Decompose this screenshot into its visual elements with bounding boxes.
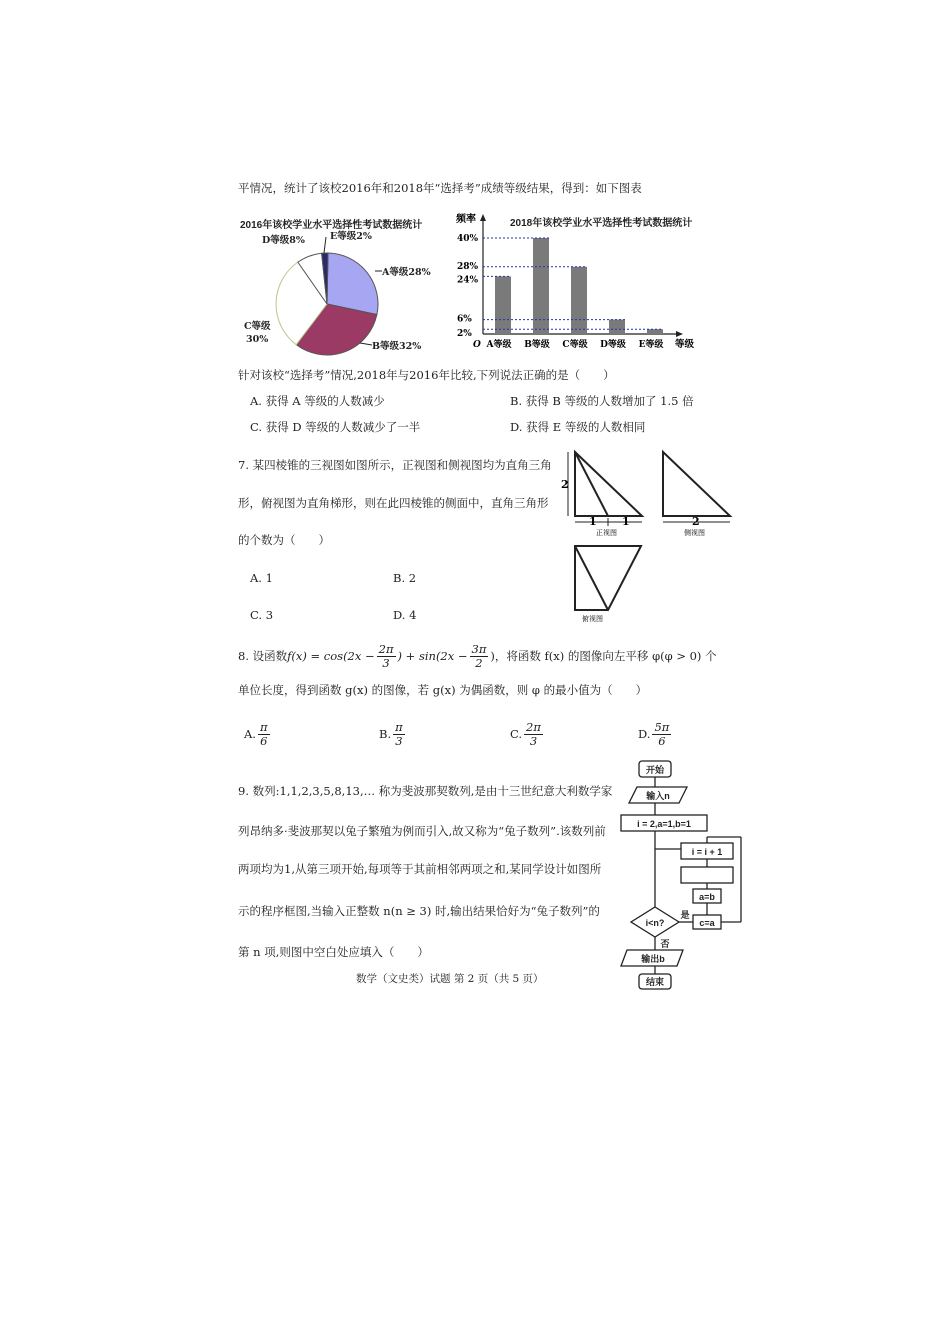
q9-line5: 第 n 项,则图中空白处应填入（ ） — [238, 945, 429, 959]
bar-chart-title: 2018年该校学业水平选择性考试数据统计 — [510, 218, 693, 229]
pie-label-e: E等级2% — [330, 231, 372, 242]
q8-frac2: $\frac{3\pi}{2}$ — [471, 642, 487, 671]
flowchart — [615, 757, 755, 992]
front-width-label-1: 1 — [589, 515, 597, 528]
q8-option-d: D. $\frac{5\pi}{6}$ — [638, 720, 670, 749]
flow-yes: 是 — [680, 910, 690, 920]
top-view — [575, 546, 641, 610]
front-view-label: 正视图 — [596, 529, 617, 537]
side-view-label: 侧视图 — [684, 529, 705, 537]
bar-tick-label: 6% — [457, 314, 472, 325]
flow-blank-box — [681, 867, 733, 883]
q7-option-c: C. 3 — [250, 608, 274, 622]
q8-suffix: )，将函数 f(x) 的图像向左平移 φ(φ > 0) 个 — [490, 648, 717, 663]
top-view-label: 俯视图 — [582, 615, 603, 623]
bar-xlabel: 等级 — [675, 339, 695, 350]
bar-category-label: E等级 — [638, 340, 664, 350]
q7-option-d: D. 4 — [393, 608, 417, 622]
flow-ab: a=b — [699, 892, 715, 902]
page-footer: 数学（文史类）试题 第 2 页（共 5 页） — [356, 973, 544, 985]
q7-option-a: A. 1 — [250, 571, 273, 585]
side-view — [663, 452, 730, 516]
flow-ca: c=a — [699, 918, 715, 928]
q8-mid: ) + sin(2x − — [397, 648, 468, 663]
intro-text: 平情况，统计了该校2016年和2018年“选择考”成绩等级结果，得到：如下图表 — [238, 181, 642, 195]
bar-category-label: B等级 — [524, 340, 550, 350]
bar-E等级 — [647, 329, 663, 334]
pie-leader-b — [360, 343, 372, 345]
bar-category-label: C等级 — [562, 340, 588, 350]
bar-tick-label: 2% — [457, 329, 472, 340]
bar-D等级 — [609, 320, 625, 334]
q7-line2: 形，俯视图为直角梯形，则在此四棱锥的侧面中，直角三角形 — [238, 496, 549, 510]
q7-line3: 的个数为（ ） — [238, 533, 330, 547]
bar-y-arrow — [480, 214, 486, 221]
q8-line2: 单位长度，得到函数 g(x) 的图像，若 g(x) 为偶函数，则 φ 的最小值为（ ） — [238, 683, 648, 697]
q8-option-b: B. $\frac{\pi}{3}$ — [379, 720, 403, 749]
q8-option-c: C. $\frac{2\pi}{3}$ — [510, 720, 541, 749]
q8-prefix: 8. 设函数 — [238, 648, 288, 663]
pie-label-d: D等级8% — [262, 235, 305, 246]
flow-inc: i = i + 1 — [691, 847, 723, 857]
flow-start: 开始 — [645, 765, 665, 775]
bar-x-arrow — [676, 331, 683, 337]
side-width-label: 2 — [692, 515, 700, 528]
front-view — [575, 452, 642, 516]
pie-label-a: A等级28% — [382, 267, 431, 278]
q8-frac1: $\frac{2\pi}{3}$ — [378, 642, 394, 671]
q7-option-b: B. 2 — [393, 571, 417, 585]
bar-C等级 — [571, 267, 587, 334]
q6-option-b: B. 获得 B 等级的人数增加了 1.5 倍 — [510, 394, 694, 408]
pie-label-c2: 30% — [246, 334, 269, 345]
q9-line1: 9. 数列:1,1,2,3,5,8,13,… 称为斐波那契数列,是由十三世纪意大利数学家 — [238, 784, 613, 798]
q9-line4: 示的程序框图,当输入正整数 n(n ≥ 3) 时,输出结果恰好为“兔子数列”的 — [238, 904, 600, 918]
q6-option-c: C. 获得 D 等级的人数减少了一半 — [250, 420, 421, 434]
flow-end: 结束 — [645, 977, 665, 987]
bar-tick-label: 28% — [457, 261, 479, 272]
q6-option-d: D. 获得 E 等级的人数相同 — [510, 420, 646, 434]
bar-ylabel: 频率 — [456, 214, 476, 225]
q6-stem: 针对该校“选择考”情况,2018年与2016年比较,下列说法正确的是（ ） — [238, 368, 615, 382]
bar-chart — [453, 210, 703, 360]
bar-category-label: A等级 — [486, 340, 512, 350]
front-height-label: 2 — [561, 478, 569, 491]
bar-category-label: D等级 — [600, 340, 626, 350]
pie-label-c1: C等级 — [244, 321, 271, 332]
q6-option-a: A. 获得 A 等级的人数减少 — [250, 394, 385, 408]
q8-line1 — [238, 643, 717, 670]
q8-option-a: A. $\frac{\pi}{6}$ — [244, 720, 268, 749]
bar-origin: O — [473, 340, 481, 350]
bar-tick-label: 24% — [457, 275, 479, 286]
front-width-label-2: 1 — [622, 515, 630, 528]
flow-init: i = 2,a=1,b=1 — [637, 819, 691, 829]
flow-input: 输入n — [646, 791, 670, 801]
bar-tick-label: 40% — [457, 234, 479, 244]
q9-line3: 两项均为1,从第三项开始,每项等于其前相邻两项之和,某同学设计如图所 — [238, 862, 602, 876]
pie-chart-title: 2016年该校学业水平选择性考试数据统计 — [240, 220, 423, 231]
three-view-figure — [560, 446, 740, 626]
q9-line2: 列昂纳多·斐波那契以兔子繁殖为例而引入,故又称为“兔子数列”.该数列前 — [238, 824, 606, 838]
bar-A等级 — [495, 276, 511, 334]
flow-no: 否 — [660, 939, 670, 949]
q8-func: f(x) = cos(2x − — [287, 648, 375, 663]
flow-output: 输出b — [641, 954, 665, 964]
pie-leader-e — [324, 237, 326, 253]
q7-line1: 7. 某四棱锥的三视图如图所示，正视图和侧视图均为直角三角 — [238, 458, 552, 472]
flow-cond: i<n? — [645, 918, 665, 928]
pie-chart — [230, 225, 460, 375]
pie-label-b: B等级32% — [372, 341, 422, 352]
